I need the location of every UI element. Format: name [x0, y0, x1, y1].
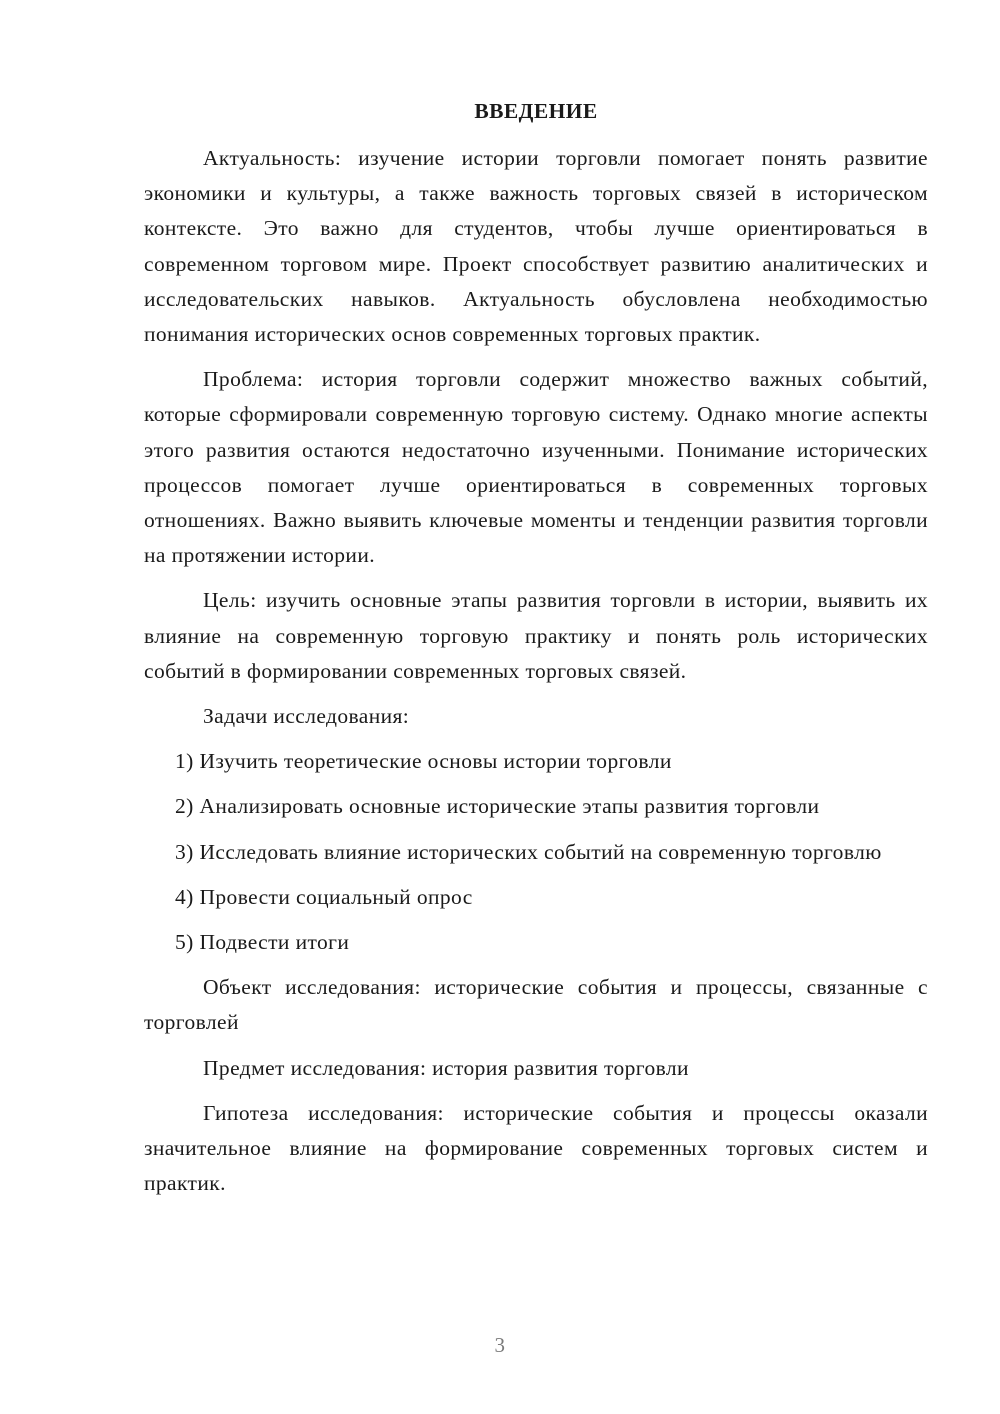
hypothesis-paragraph: Гипотеза исследования: исторические события и процессы оказали значительное влияние на формирование современных торговых систем и практик. [144, 1100, 928, 1196]
subject-paragraph: Предмет исследования: история развития торговли [203, 1055, 689, 1080]
task-item: 5) Подвести итоги [175, 930, 350, 955]
problem-paragraph: Проблема: история торговли содержит множество важных событий, которые сформировали современную торговую систему. Однако многие аспекты этого развития остаются недостаточно изученными. Понимание исторических процессов помогает лучше ориентироваться в современных торговых отношениях. Важно выявить ключевые моменты и тенденции развития торговли на протяжении истории. [144, 367, 928, 568]
page-number: 3 [494, 1333, 506, 1357]
page-content [144, 94, 928, 1211]
goal-paragraph: Цель: изучить основные этапы развития торговли в истории, выявить их влияние на современную торговую практику и понять роль исторических событий в формировании современных торговых связей. [144, 588, 928, 683]
task-item: 2) Анализировать основные исторические этапы развития торговли [175, 794, 820, 819]
relevance-paragraph: Актуальность: изучение истории торговли помогает понять развитие экономики и культуры, а также важность торговых связей в историческом контексте. Это важно для студентов, чтобы лучше ориентироваться в современном торговом мире. Проект способствует развитию аналитических и исследовательских навыков. Актуальность обусловлена необходимостью понимания исторических основ современных торговых практик. [144, 146, 928, 347]
task-item: 1) Изучить теоретические основы истории торговли [175, 749, 672, 774]
object-paragraph: Объект исследования: исторические события и процессы, связанные с торговлей [144, 975, 928, 1035]
task-item: 4) Провести социальный опрос [175, 884, 473, 909]
task-item: 3) Исследовать влияние исторических событий на современную торговлю [175, 839, 882, 864]
tasks-heading: Задачи исследования: [203, 704, 410, 729]
page-title: ВВЕДЕНИЕ [474, 99, 598, 123]
